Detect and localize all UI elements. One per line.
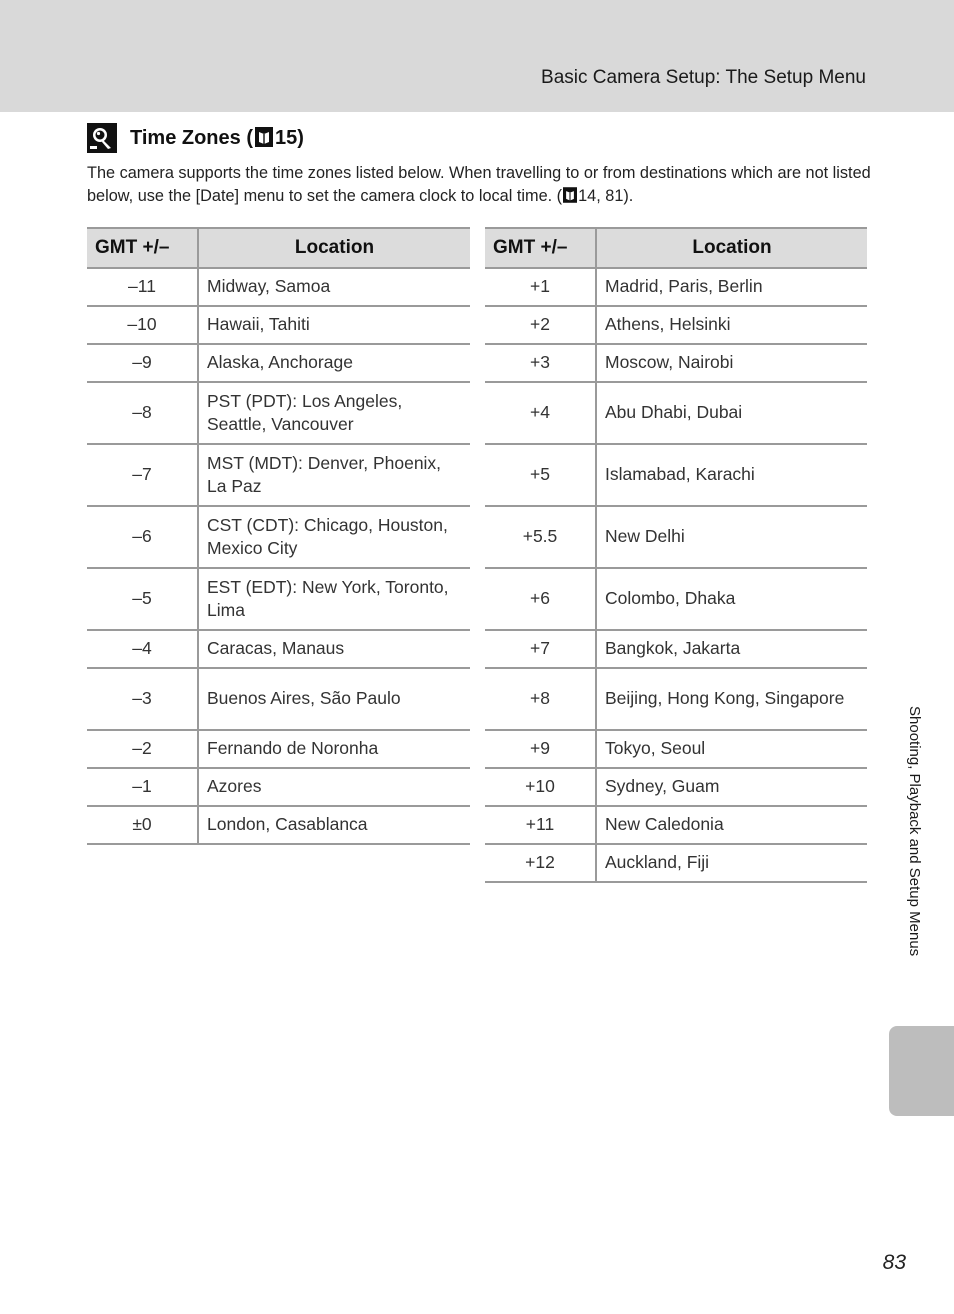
table-row — [485, 844, 867, 882]
time-zone-table-right — [485, 227, 867, 883]
gmt-offset: +11 — [485, 806, 596, 844]
location: Tokyo, Seoul — [596, 730, 867, 768]
table-row — [485, 730, 867, 768]
gmt-offset: +6 — [485, 568, 596, 630]
location: Alaska, Anchorage — [198, 344, 470, 382]
gmt-offset: –5 — [87, 568, 198, 630]
location: London, Casablanca — [198, 806, 470, 844]
gmt-offset: –11 — [87, 268, 198, 306]
header-band — [0, 0, 954, 112]
table-row — [87, 568, 470, 630]
gmt-offset: +12 — [485, 844, 596, 882]
location: Beijing, Hong Kong, Singapore — [596, 668, 867, 730]
column-header-location: Location — [596, 228, 867, 268]
table-row — [87, 630, 470, 668]
location: Islamabad, Karachi — [596, 444, 867, 506]
table-row — [87, 444, 470, 506]
gmt-offset: +4 — [485, 382, 596, 444]
gmt-offset: –8 — [87, 382, 198, 444]
location: Caracas, Manaus — [198, 630, 470, 668]
table-row — [485, 630, 867, 668]
location: New Caledonia — [596, 806, 867, 844]
reference-icon — [563, 187, 577, 203]
column-header-gmt: GMT +/– — [87, 228, 198, 268]
location: Moscow, Nairobi — [596, 344, 867, 382]
location: PST (PDT): Los Angeles, Seattle, Vancouver — [198, 382, 470, 444]
table-row — [485, 344, 867, 382]
section-title-page-ref: 15 — [275, 126, 298, 149]
location: Madrid, Paris, Berlin — [596, 268, 867, 306]
gmt-offset: +3 — [485, 344, 596, 382]
gmt-offset: +10 — [485, 768, 596, 806]
chapter-side-label: Shooting, Playback and Setup Menus — [906, 706, 923, 957]
gmt-offset: –10 — [87, 306, 198, 344]
table-row — [485, 568, 867, 630]
gmt-offset: –3 — [87, 668, 198, 730]
gmt-offset: –6 — [87, 506, 198, 568]
section-title-close: ) — [297, 126, 304, 149]
table-row — [87, 506, 470, 568]
gmt-offset: +7 — [485, 630, 596, 668]
table-row — [485, 268, 867, 306]
table-row — [87, 268, 470, 306]
table-row — [485, 768, 867, 806]
table-row — [87, 306, 470, 344]
setup-time-zone-icon — [87, 123, 117, 153]
page-number: 83 — [882, 1251, 906, 1274]
gmt-offset: +2 — [485, 306, 596, 344]
location: Hawaii, Tahiti — [198, 306, 470, 344]
table-row — [87, 730, 470, 768]
location: Buenos Aires, São Paulo — [198, 668, 470, 730]
gmt-offset: –2 — [87, 730, 198, 768]
table-row — [485, 444, 867, 506]
gmt-offset: –4 — [87, 630, 198, 668]
table-row — [485, 306, 867, 344]
time-zone-table-left — [87, 227, 470, 845]
chapter-thumb-tab — [889, 1026, 954, 1116]
reference-icon — [255, 127, 273, 147]
section-title — [130, 127, 304, 150]
table-row — [87, 768, 470, 806]
gmt-offset: +5 — [485, 444, 596, 506]
location: Midway, Samoa — [198, 268, 470, 306]
gmt-offset: +8 — [485, 668, 596, 730]
location: Colombo, Dhaka — [596, 568, 867, 630]
table-row — [485, 668, 867, 730]
location: Bangkok, Jakarta — [596, 630, 867, 668]
gmt-offset: ±0 — [87, 806, 198, 844]
intro-paragraph — [87, 162, 877, 208]
location: MST (MDT): Denver, Phoenix, La Paz — [198, 444, 470, 506]
gmt-offset: –7 — [87, 444, 198, 506]
table-row — [485, 506, 867, 568]
table-row — [87, 806, 470, 844]
location: CST (CDT): Chicago, Houston, Mexico City — [198, 506, 470, 568]
location: Azores — [198, 768, 470, 806]
gmt-offset: +5.5 — [485, 506, 596, 568]
table-row — [87, 668, 470, 730]
table-row — [485, 382, 867, 444]
location: New Delhi — [596, 506, 867, 568]
location: Sydney, Guam — [596, 768, 867, 806]
location: EST (EDT): New York, Toronto, Lima — [198, 568, 470, 630]
gmt-offset: +1 — [485, 268, 596, 306]
column-header-gmt: GMT +/– — [485, 228, 596, 268]
section-heading — [87, 120, 304, 156]
location: Fernando de Noronha — [198, 730, 470, 768]
location: Auckland, Fiji — [596, 844, 867, 882]
intro-page-refs: 14, 81). — [578, 187, 634, 205]
table-row — [87, 344, 470, 382]
intro-text: The camera supports the time zones listed below. When travelling to or from destinations which are not listed below, use the [Date] menu to set the camera clock to local time. ( — [87, 164, 871, 205]
section-title-text: Time Zones ( — [130, 126, 253, 149]
column-header-location: Location — [198, 228, 470, 268]
location: Abu Dhabi, Dubai — [596, 382, 867, 444]
gmt-offset: –1 — [87, 768, 198, 806]
page-header-title: Basic Camera Setup: The Setup Menu — [541, 67, 866, 88]
location: Athens, Helsinki — [596, 306, 867, 344]
gmt-offset: –9 — [87, 344, 198, 382]
table-row — [485, 806, 867, 844]
gmt-offset: +9 — [485, 730, 596, 768]
table-row — [87, 382, 470, 444]
